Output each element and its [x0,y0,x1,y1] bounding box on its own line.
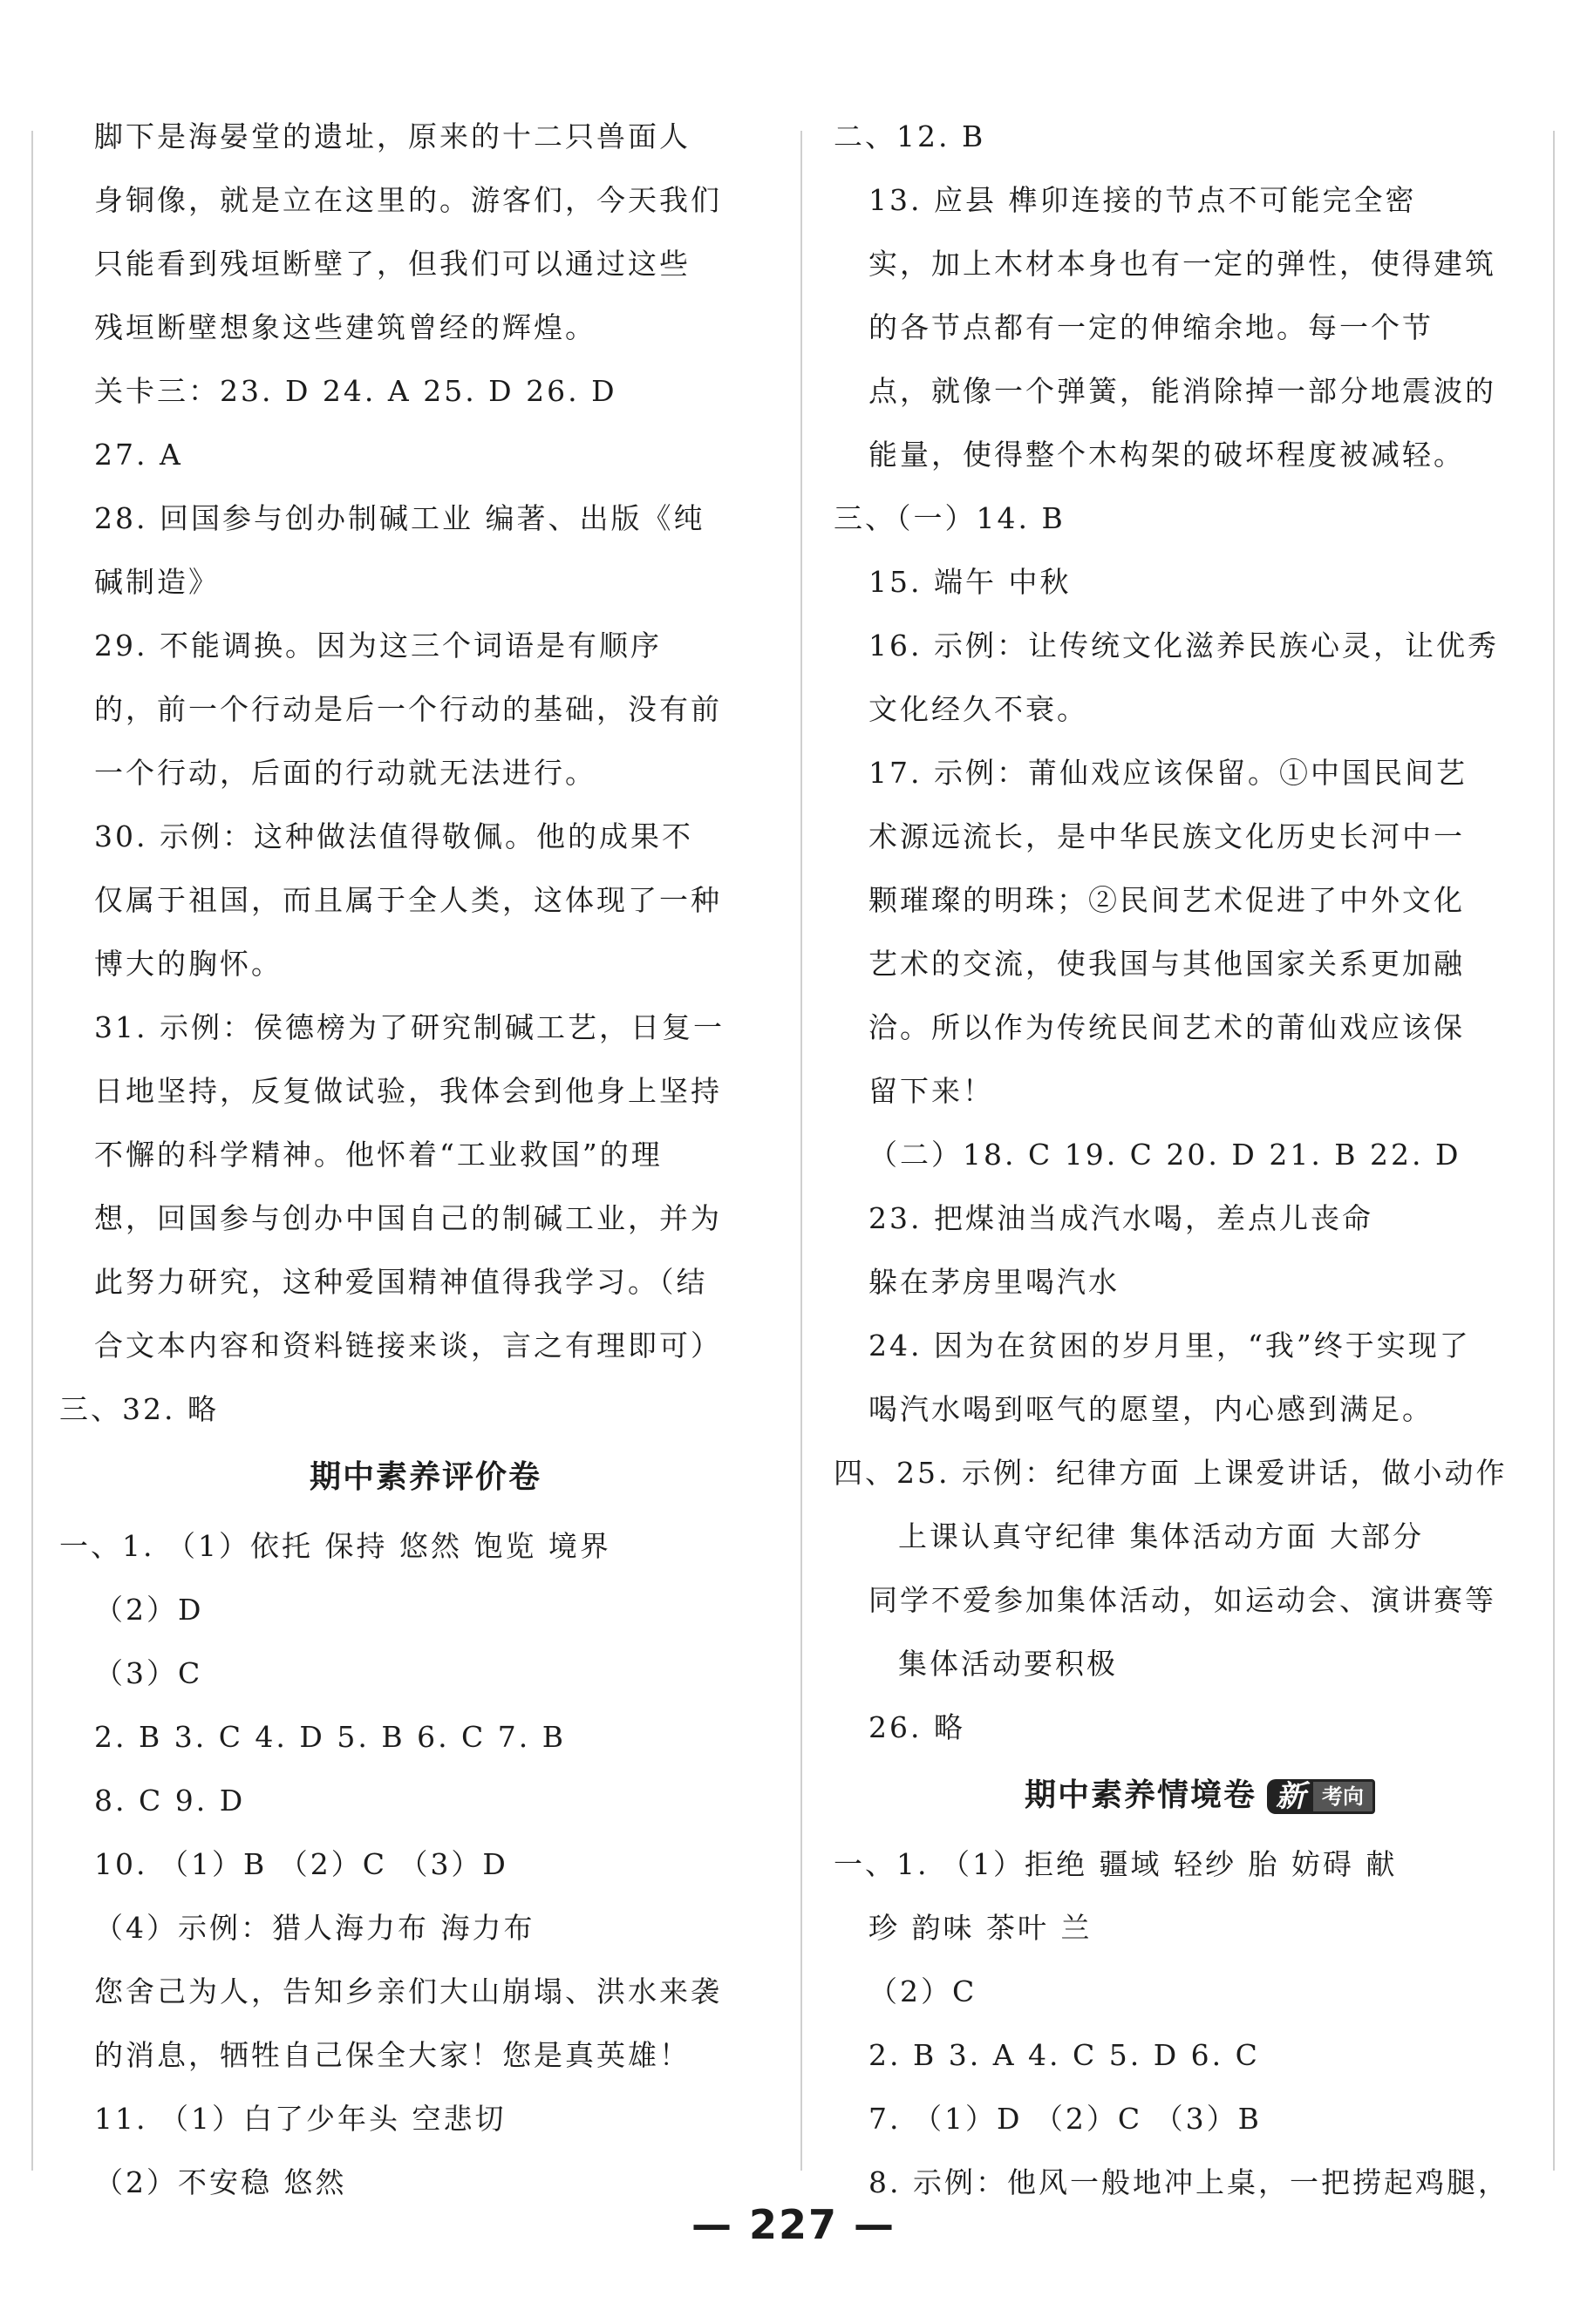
answer-line: 29. 不能调换。因为这三个词语是有顺序 [94,629,662,663]
text-line: 留下来！ [868,1074,994,1108]
answer-line: 16. 示例：让传统文化滋养民族心灵，让优秀 [868,629,1499,663]
right-column [834,105,1531,2214]
answer-line: （2）C [868,1974,977,2008]
answer-line: 10. （1）B （2）C （3）D [94,1847,508,1881]
answer-line: 31. 示例：侯德榜为了研究制碱工艺，日复一 [94,1010,725,1044]
text-line: 文化经久不衰。 [868,692,1088,726]
section-answer-line: 四、25. 示例：纪律方面 上课爱讲话，做小动作 [834,1456,1508,1490]
answer-line: 8. 示例：他风一般地冲上桌，一把捞起鸡腿， [868,2165,1509,2199]
text-line: 同学不爱参加集体活动，如运动会、演讲赛等 [868,1583,1496,1617]
left-margin-rule [31,131,33,2171]
answer-line: 27. A [94,438,183,472]
text-line: 您舍己为人，告知乡亲们大山崩塌、洪水来袭 [94,1974,722,2008]
answer-line: 关卡三：23. D 24. A 25. D 26. D [94,374,617,408]
section-answer-line: 二、12. B [834,119,986,153]
section-answer-line: 三、32. 略 [59,1392,219,1426]
answer-line: （2）不安稳 悠然 [94,2165,347,2199]
answer-line: 15. 端午 中秋 [868,565,1072,599]
right-margin-rule [1553,131,1555,2171]
text-line: 合文本内容和资料链接来谈，言之有理即可） [94,1328,722,1362]
text-line: 颗璀璨的明珠；②民间艺术促进了中外文化 [868,883,1465,917]
text-line: 此努力研究，这种爱国精神值得我学习。（结 [94,1265,708,1299]
answer-line: 26. 略 [868,1710,965,1744]
text-line: 日地坚持，反复做试验，我体会到他身上坚持 [94,1074,722,1108]
text-line: 躲在茅房里喝汽水 [868,1265,1120,1299]
page-footer [0,2201,1587,2248]
section-heading-title: 期中素养情境卷 [1024,1777,1257,1813]
text-line: 洽。所以作为传统民间艺术的莆仙戏应该保 [868,1010,1465,1044]
section-answer-line: 一、1. （1）依托 保持 悠然 饱览 境界 [59,1529,611,1563]
text-line: 珍 韵味 茶叶 兰 [868,1911,1093,1945]
text-line: 上课认真守纪律 集体活动方面 大部分 [898,1519,1424,1553]
column-divider [800,131,802,2171]
text-line: 的各节点都有一定的伸缩余地。每一个节 [868,310,1434,344]
text-line: 的消息，牺牲自己保全大家！您是真英雄！ [94,2038,691,2072]
answer-line: 13. 应县 榫卯连接的节点不可能完全密 [868,183,1417,217]
text-line: 碱制造》 [94,565,220,599]
section-answer-line: 三、（一）14. B [834,501,1066,535]
answer-line: 11. （1）白了少年头 空悲切 [94,2102,507,2136]
text-line: 博大的胸怀。 [94,947,283,981]
answer-line: （4）示例：猎人海力布 海力布 [94,1911,535,1945]
answer-line: 2. B 3. C 4. D 5. B 6. C 7. B [94,1720,567,1754]
page-number: — 227 — [691,2201,896,2248]
new-exam-trend-badge [1267,1779,1375,1814]
text-line: 只能看到残垣断壁了，但我们可以通过这些 [94,247,691,281]
text-line: 集体活动要积极 [898,1647,1118,1681]
text-line: 仅属于祖国，而且属于全人类，这体现了一种 [94,883,722,917]
text-line: 点，就像一个弹簧，能消除掉一部分地震波的 [868,374,1496,408]
left-column [59,105,757,2214]
text-line: 实，加上木材本身也有一定的弹性，使得建筑 [868,247,1496,281]
answer-line: （二）18. C 19. C 20. D 21. B 22. D [868,1138,1461,1172]
answer-line: 28. 回国参与创办制碱工业 编著、出版《纯 [94,501,705,535]
text-line: 能量，使得整个木构架的破坏程度被减轻。 [868,438,1465,472]
answer-line: （2）D [94,1593,204,1627]
text-line: 喝汽水喝到呕气的愿望，内心感到满足。 [868,1392,1434,1426]
answer-line: 7. （1）D （2）C （3）B [868,2102,1262,2136]
section-heading-with-badge [868,1759,1531,1832]
text-line: 一个行动，后面的行动就无法进行。 [94,756,596,790]
text-line: 的，前一个行动是后一个行动的基础，没有前 [94,692,722,726]
text-line: 艺术的交流，使我国与其他国家关系更加融 [868,947,1465,981]
section-heading: 期中素养评价卷 [309,1459,541,1495]
answer-line: 17. 示例：莆仙戏应该保留。①中国民间艺 [868,756,1468,790]
badge-trend-label: 考向 [1311,1779,1375,1814]
text-line: 想，回国参与创办中国自己的制碱工业，并为 [94,1201,722,1235]
answer-line: 2. B 3. A 4. C 5. D 6. C [868,2038,1260,2072]
answer-line: 8. C 9. D [94,1784,246,1818]
section-answer-line: 一、1. （1）拒绝 疆域 轻纱 胎 妨碍 献 [834,1847,1398,1881]
badge-new-label: 新 [1267,1779,1311,1814]
answer-line: 24. 因为在贫困的岁月里，“我”终于实现了 [868,1328,1471,1362]
text-line: 术源远流长，是中华民族文化历史长河中一 [868,819,1465,853]
answer-line: 30. 示例：这种做法值得敬佩。他的成果不 [94,819,693,853]
answer-line: 23. 把煤油当成汽水喝，差点儿丧命 [868,1201,1373,1235]
text-line: 脚下是海晏堂的遗址，原来的十二只兽面人 [94,119,691,153]
answer-line: （3）C [94,1656,203,1690]
text-line: 不懈的科学精神。他怀着“工业救国”的理 [94,1138,663,1172]
text-line: 残垣断壁想象这些建筑曾经的辉煌。 [94,310,596,344]
text-line: 身铜像，就是立在这里的。游客们，今天我们 [94,183,722,217]
